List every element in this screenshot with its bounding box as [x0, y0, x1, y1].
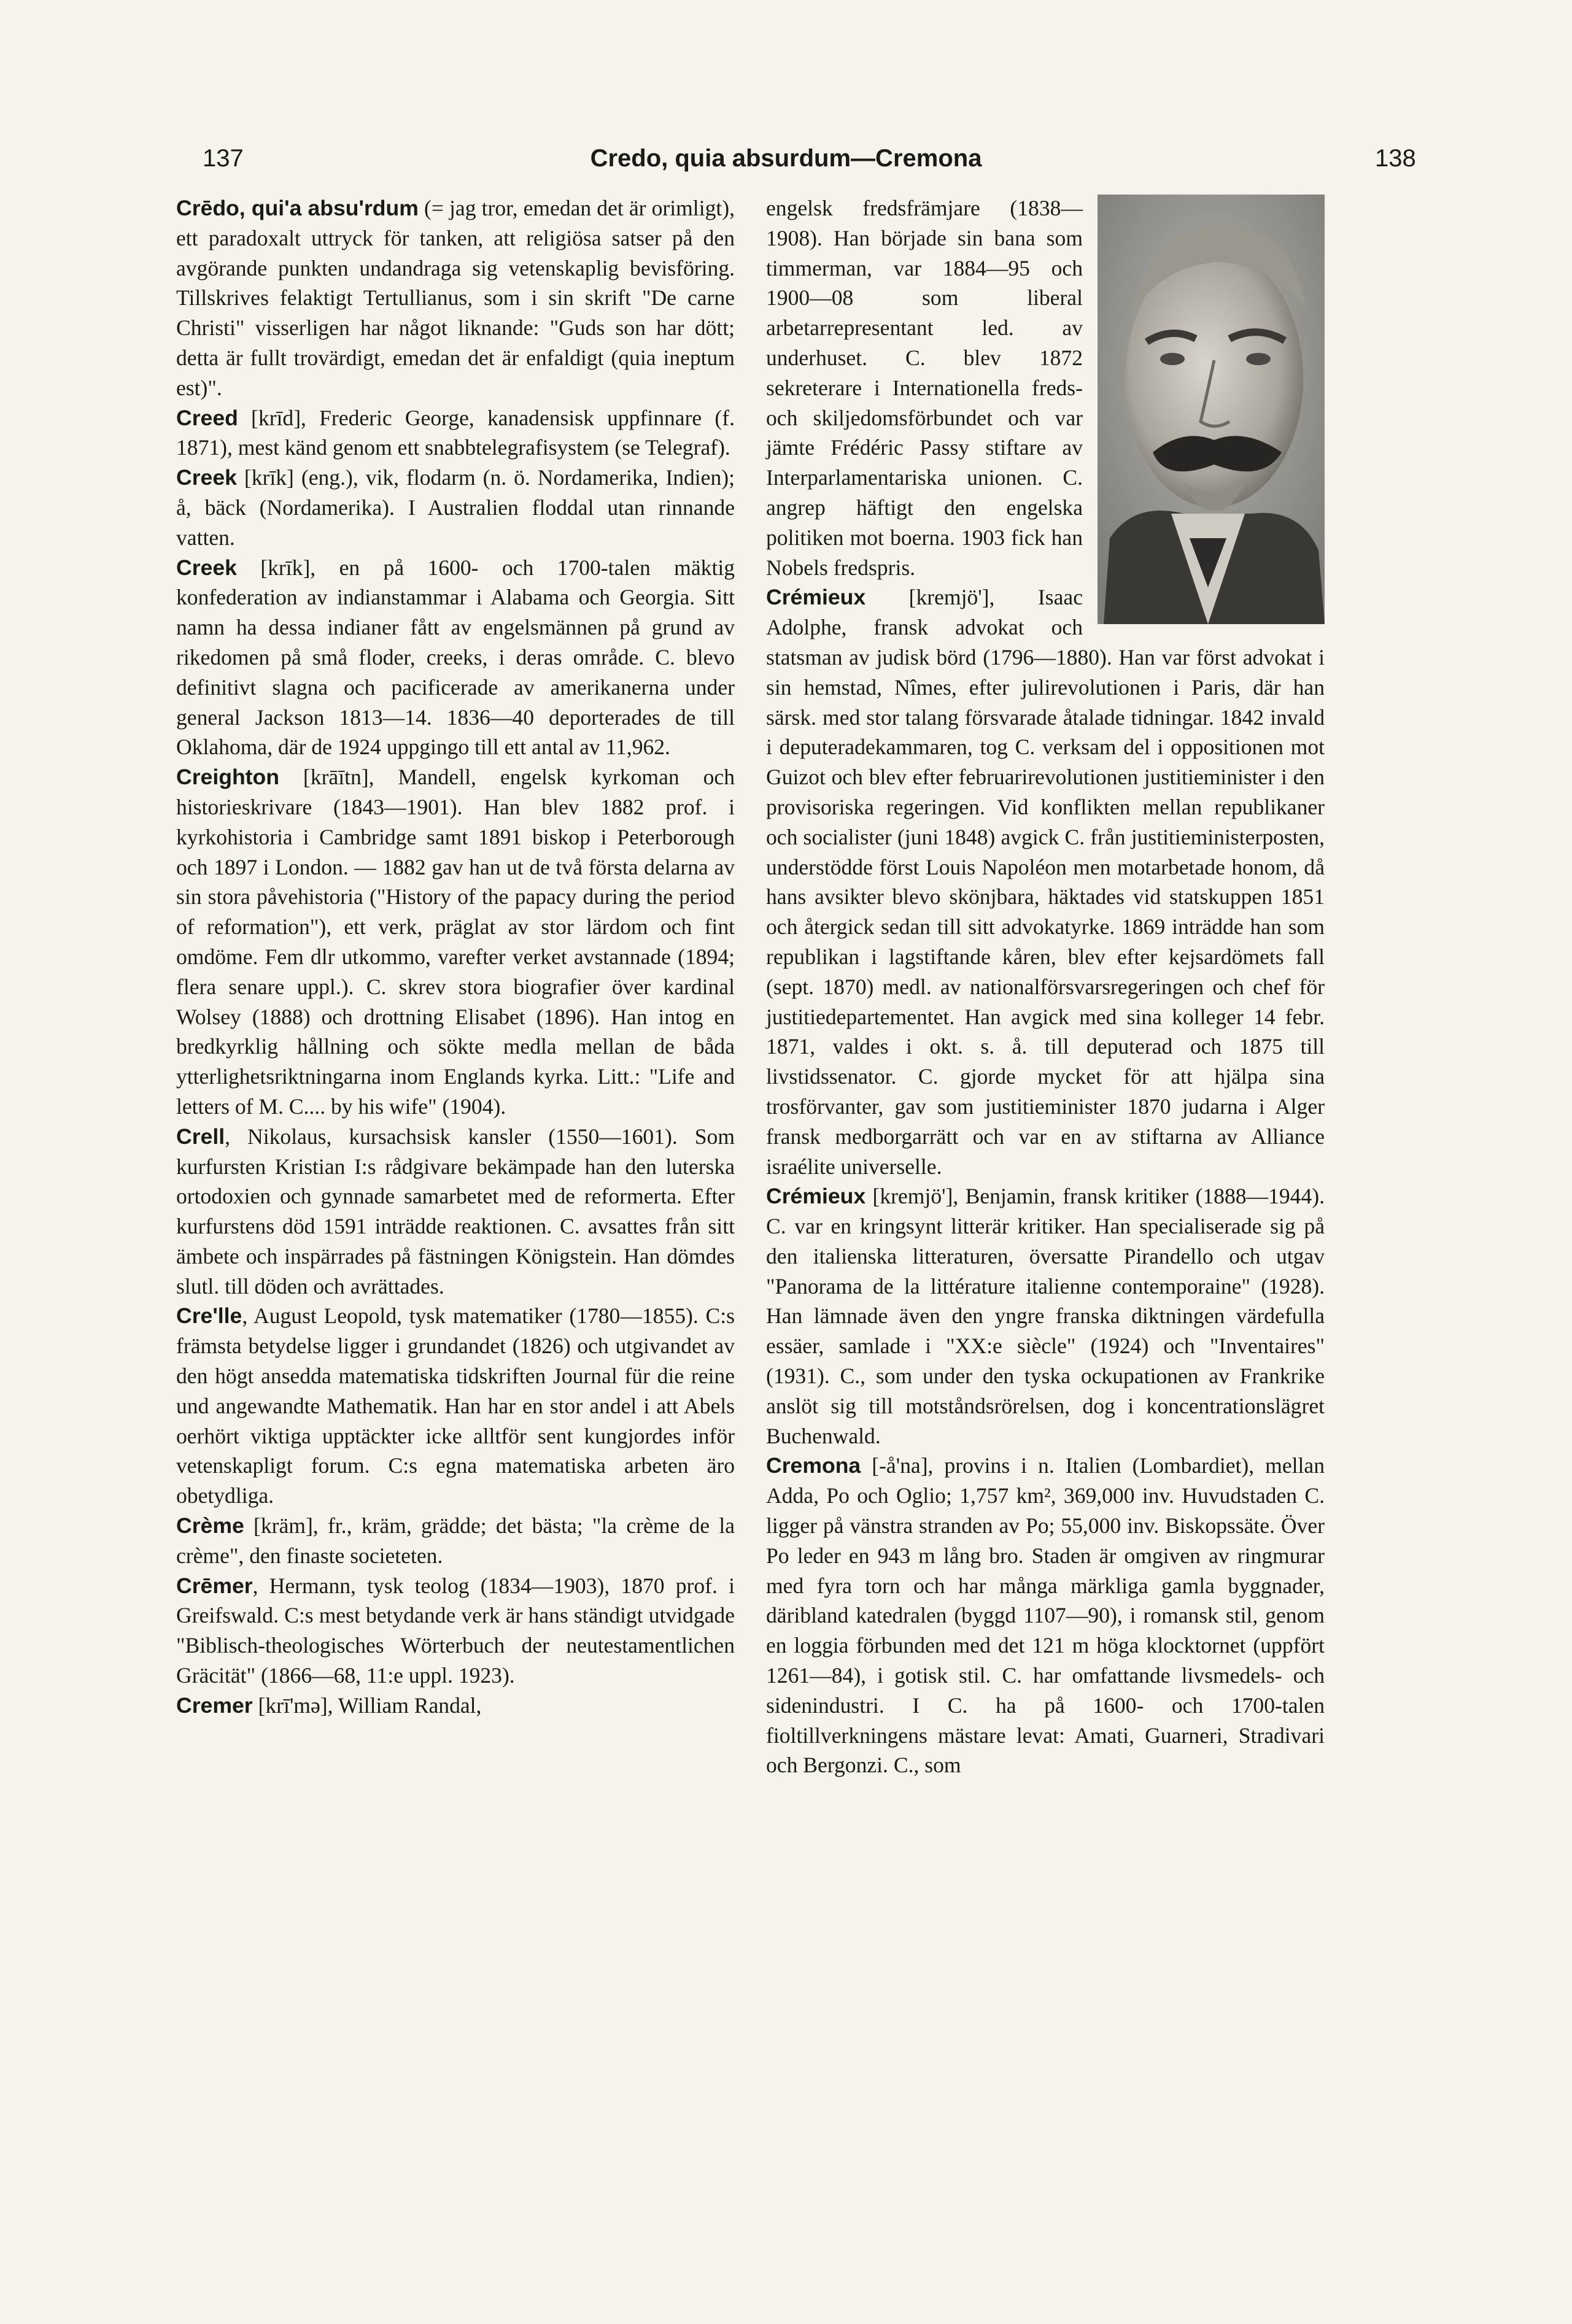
entry-cremieux-adolphe — [766, 582, 1325, 1181]
entry-cremer-william — [176, 1691, 735, 1721]
headword: Cremer — [176, 1693, 253, 1718]
entry-text: [krīk] (eng.), vik, flodarm (n. ö. Nordamerika, Indien); å, bäck (Nordamerika). I Australien floddal utan rinnande vatten. — [176, 465, 735, 550]
headword: Crémieux — [766, 1184, 866, 1209]
entry-text: , Hermann, tysk teolog (1834—1903), 1870 prof. i Greifswald. C:s mest betydande verk är hans ständigt utvidgade "Biblisch-theologisches Wörterbuch der neutestamentlichen Gräcität" (1866—68, 11:e uppl. 1923). — [176, 1573, 735, 1688]
page-number-left: 137 — [203, 145, 244, 172]
entry-text: [kräm], fr., kräm, grädde; det bästa; "la crème de la crème", den finaste societeten. — [176, 1513, 735, 1568]
headword: Crēmer — [176, 1573, 253, 1598]
page-header — [0, 145, 1572, 182]
entry-text: [-å'na], provins i n. Italien (Lombardiet), mellan Adda, Po och Oglio; 1,757 km², 369,000 inv. Huvudstaden C. ligger på vänstra stranden av Po; 55,000 inv. Biskopssäte. Över Po leder en 943 m lång bro. Staden är omgiven av ringmurar med fyra torn och har många märkliga gamla byggnader, däribland katedralen (byggd 1107—90), i romansk stil, genom en loggia förbunden med det 121 m höga klocktornet (uppfört 1261—84), i gotisk stil. C. har omfattande livsmedels- och sidenindustri. I C. ha på 1600- och 1700-talen fioltillverkningens mästare levat: Amati, Guarneri, Stradivari och Bergonzi. C., som — [766, 1453, 1325, 1778]
headword: Creek — [176, 465, 237, 490]
entry-text: , Nikolaus, kursachsisk kansler (1550—1601). Som kurfursten Kristian I:s rådgivare bekämpade han den luterska ortodoxien och gynnade samarbetet med de reformerta. Efter kurfurstens död 1591 inträdde reaktionen. C. avsattes från sitt ämbete och inspärrades på fästningen Königstein. Han dömdes slutl. till döden och avrättades. — [176, 1124, 735, 1299]
entry-creed — [176, 403, 735, 463]
page-number-right: 138 — [1375, 145, 1416, 172]
headword: Crēdo, qui'a absu'rdum — [176, 196, 419, 220]
entry-text: [krāītn], Mandell, engelsk kyrkoman och historieskrivare (1843—1901). Han blev 1882 prof. i kyrkohistoria i Cambridge samt 1891 biskop i Peterborough och 1897 i London. — 1882 gav han ut de två första delarna av sin stora påvehistoria ("History of the papacy during the period of reformation"), ett verk, präglat av stor lärdom och fint omdöme. Fem dlr utkommo, varefter verket avstannade (1894; flera senare uppl.). C. skrev stora biografier över kardinal Wolsey (1888) och drottning Elisabet (1896). Han intog en bredkyrklig hållning och sökte medla mellan de båda ytterlighetsriktningarna inom Englands kyrka. Litt.: "Life and letters of M. C.... by his wife" (1904). — [176, 765, 735, 1119]
headword: Cre'lle — [176, 1303, 242, 1329]
entry-creek-1 — [176, 463, 735, 552]
headword: Crémieux — [766, 585, 866, 610]
entry-text: [krīd], Frederic George, kanadensisk uppfinnare (f. 1871), mest känd genom ett snabbtelegrafisystem (se Telegraf). — [176, 405, 735, 460]
headword: Creed — [176, 405, 238, 430]
portrait-illustration — [1098, 195, 1325, 624]
entry-crelle — [176, 1301, 735, 1511]
headword: Creek — [176, 555, 237, 580]
entry-creek-2 — [176, 553, 735, 763]
entry-cremieux-benjamin — [766, 1181, 1325, 1451]
entry-crell — [176, 1122, 735, 1302]
entry-text: (= jag tror, emedan det är orimligt), ett paradoxalt uttryck för tanken, att religiösa satser på den avgörande punkten undandraga sig vetenskaplig bevisföring. Tillskrives felaktigt Tertullianus, som i sin skrift "De carne Christi" visserligen har något liknande: "Guds son har dött; detta är fullt trovärdigt, emedan det är enfaldigt (quia ineptum est)". — [176, 196, 735, 400]
right-column — [766, 193, 1325, 1780]
entry-credo — [176, 193, 735, 403]
entry-text: , August Leopold, tysk matematiker (1780—1855). C:s främsta betydelse ligger i grundandet (1826) och utgivandet av den högt ansedda matematiska tidskriften Journal für die reine und angewandte Mathematik. Han har en stor andel i att Abels oerhört viktiga upptäckter icke alltför sent kungjordes inför vetenskapligt forum. C:s egna matematiska arbeten äro obetydliga. — [176, 1303, 735, 1508]
entry-creme — [176, 1511, 735, 1571]
entry-text: [kremjö'], Benjamin, fransk kritiker (1888—1944). C. var en kringsynt litterär kritiker. Han specialiserade sig på den italienska litteraturen, översatte Pirandello och utgav "Panorama de la littérature italienne contemporaine" (1928). Han lämnade även den yngre franska diktningen värdefulla essäer, samlade i "XX:e siècle" (1924) och "Inventaires" (1931). C., som under den tyska ockupationen av Frankrike anslöt sig till motståndsrörelsen, dog i koncentrationslägret Buchenwald. — [766, 1184, 1325, 1448]
running-title: Credo, quia absurdum—Cremona — [590, 145, 982, 172]
left-column — [176, 193, 735, 1721]
headword: Crème — [176, 1513, 244, 1538]
entry-text: engelsk fredsfrämjare (1838—1908). Han började sin bana som timmerman, var 1884—95 och 1900—08 som liberal arbetarrepresentant led. av underhuset. C. blev 1872 sekreterare i Internationella freds- och skiljedomsförbundet och var jämte Frédéric Passy stiftare av Interparlamentariska unionen. C. angrep häftigt den engelska politiken mot boerna. 1903 fick han Nobels fredspris. — [766, 196, 1083, 580]
entry-text: [krī'mə], William Randal, — [252, 1693, 482, 1718]
entry-cremona — [766, 1451, 1325, 1780]
headword: Crell — [176, 1124, 225, 1149]
entry-text: [kremjö'], Isaac Adolphe, fransk advokat och statsman av judisk börd (1796—1880). Han var först advokat i sin hemstad, Nîmes, efter julirevolutionen i Paris, där han särsk. med stor talang försvarade åtalade tidningar. 1842 invald i deputeradekammaren, tog C. verksam del i oppositionen mot Guizot och blev efter februarirevolutionen justitieminister i den provisoriska regeringen. Vid konflikten mellan republikaner och socialister (juni 1848) avgick C. från justitieministerposten, understödde först Louis Napoléon men motarbetade honom, då hans avsikter blevo skönjbara, häktades vid statskuppen 1851 och återgick sedan till sitt advokatyrke. 1869 inträdde han som republikan i lagstiftande kåren, blev efter kejsardömets fall (sept. 1870) medl. av nationalförsvarsregeringen och chef för justitiedepartementet. Han avgick med sina kolleger 14 febr. 1871, valdes i okt. s. å. till deputerad och 1875 till livstidssenator. C. gjorde mycket för att hjälpa sina trosförvanter, gav som justitieminister 1870 judarna i Alger fransk medborgarrätt och var en av stiftarna av Alliance israélite universelle. — [766, 585, 1325, 1179]
headword: Cremona — [766, 1453, 861, 1478]
headword: Creighton — [176, 765, 279, 790]
portrait-photo — [1098, 195, 1325, 624]
entry-creighton — [176, 762, 735, 1122]
entry-text: [krīk], en på 1600- och 1700-talen mäktig konfederation av indianstammar i Alabama och Georgia. Sitt namn ha dessa indianer fått av engelsmännen på grund av rikedomen på små floder, creeks, i deras område. C. blevo definitivt slagna och pacificerade av amerikanerna under general Jackson 1813—14. 1836—40 deporterades de till Oklahoma, där de 1924 uppgingo till ett antal av 11,962. — [176, 555, 735, 760]
entry-cremer-hermann — [176, 1571, 735, 1691]
